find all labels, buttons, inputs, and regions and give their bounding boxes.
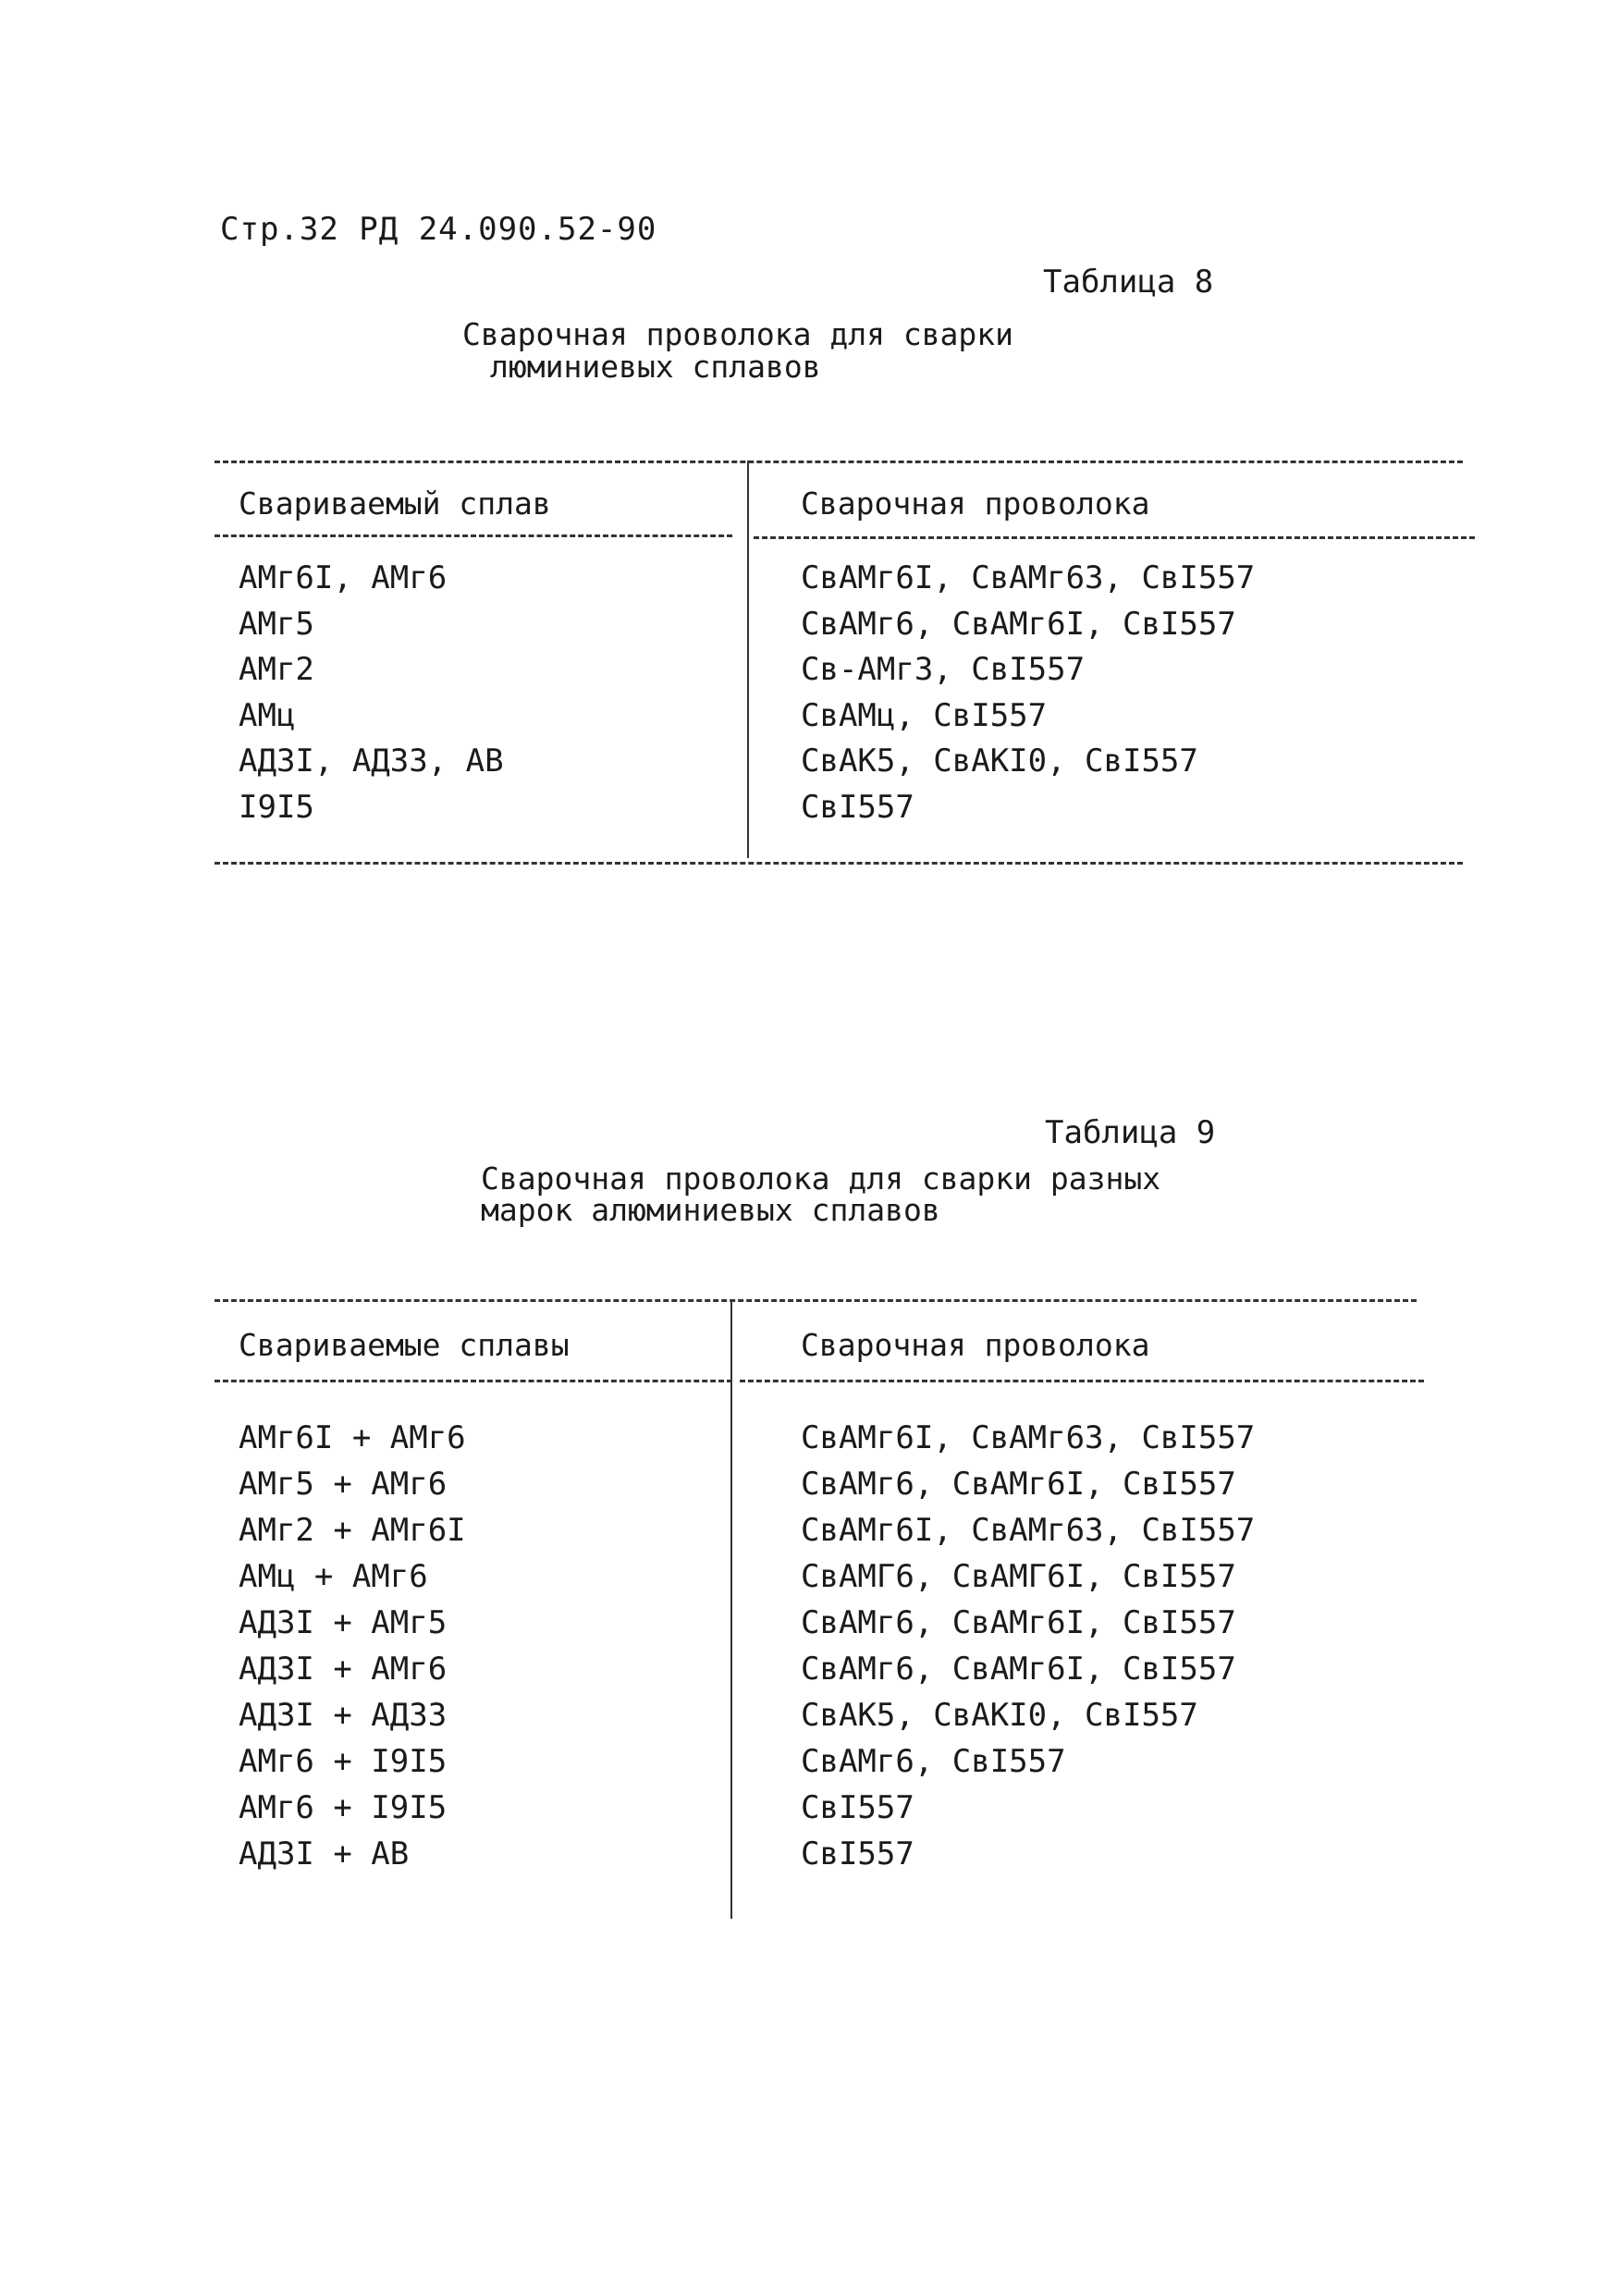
table8-row-5-alloy: АД3I, АД33, АВ xyxy=(239,743,504,780)
table9-col1-header: Свариваемые сплавы xyxy=(239,1327,570,1363)
table9-row-9-alloy: АМг6 + I9I5 xyxy=(239,1789,448,1826)
table9-top-rule xyxy=(215,1299,1417,1302)
table9-label: Таблица 9 xyxy=(1045,1114,1216,1151)
table8-row-5-wire: СвАК5, СвАКI0, СвI557 xyxy=(801,743,1198,780)
table8-row-6-alloy: I9I5 xyxy=(239,788,314,826)
table8-row-1-wire: СвАМг6I, СвАМг63, СвI557 xyxy=(801,559,1256,596)
table8-row-2-alloy: АМг5 xyxy=(239,605,314,643)
table8-column-divider xyxy=(747,460,749,858)
table9-row-7-wire: СвАК5, СвАКI0, СвI557 xyxy=(801,1697,1198,1734)
table9-row-7-alloy: АД3I + АД33 xyxy=(239,1697,448,1734)
table8-top-rule xyxy=(215,460,1463,463)
table9-row-5-wire: СвАМг6, СвАМг6I, СвI557 xyxy=(801,1604,1236,1641)
table9-row-9-wire: СвI557 xyxy=(801,1789,914,1826)
table9-title-line1: Сварочная проволока для сварки разных xyxy=(481,1160,1161,1197)
table8-col2-header: Сварочная проволока xyxy=(801,485,1150,522)
table8-bottom-rule xyxy=(215,862,1463,865)
table8-col1-header: Свариваемый сплав xyxy=(239,485,551,522)
table9-row-8-wire: СвАМг6, СвI557 xyxy=(801,1743,1066,1780)
table8-header-rule-right xyxy=(754,536,1475,539)
table9-row-2-alloy: АМг5 + АМг6 xyxy=(239,1466,448,1503)
table9-header-rule-right xyxy=(740,1380,1424,1382)
table9-row-3-wire: СвАМг6I, СвАМг63, СвI557 xyxy=(801,1512,1256,1549)
table9-row-4-alloy: АМц + АМг6 xyxy=(239,1558,428,1595)
table8-row-2-wire: СвАМг6, СвАМг6I, СвI557 xyxy=(801,605,1236,643)
table9-row-3-alloy: АМг2 + АМг6I xyxy=(239,1512,466,1549)
table9-row-1-alloy: АМг6I + АМг6 xyxy=(239,1419,466,1456)
table8-row-4-alloy: АМц xyxy=(239,696,296,734)
table8-row-4-wire: СвАМц, СвI557 xyxy=(801,696,1048,734)
table9-row-2-wire: СвАМг6, СвАМг6I, СвI557 xyxy=(801,1466,1236,1503)
table9-row-10-wire: СвI557 xyxy=(801,1836,914,1872)
table8-label: Таблица 8 xyxy=(1043,264,1214,301)
table8-title-line1: Сварочная проволока для сварки xyxy=(462,316,1014,352)
table9-col2-header: Сварочная проволока xyxy=(801,1327,1150,1363)
table9-row-1-wire: СвАМг6I, СвАМг63, СвI557 xyxy=(801,1419,1256,1456)
table9-row-10-alloy: АД3I + АВ xyxy=(239,1836,410,1872)
table8-row-3-alloy: АМг2 xyxy=(239,651,314,688)
table9-column-divider xyxy=(730,1299,732,1919)
table9-row-6-wire: СвАМг6, СвАМг6I, СвI557 xyxy=(801,1651,1236,1688)
table8-row-6-wire: СвI557 xyxy=(801,788,914,826)
table9-row-4-wire: СвАМГ6, СвАМГ6I, СвI557 xyxy=(801,1558,1236,1595)
table9-row-6-alloy: АД3I + АМг6 xyxy=(239,1651,448,1688)
table9-header-rule-left xyxy=(215,1380,732,1382)
table8-title-line2: люминиевых сплавов xyxy=(490,349,821,385)
table9-title-line2: марок алюминиевых сплавов xyxy=(481,1192,940,1228)
table8-row-1-alloy: АМг6I, АМг6 xyxy=(239,559,448,596)
page-header: Стр.32 РД 24.090.52-90 xyxy=(220,211,657,248)
table9-row-8-alloy: АМг6 + I9I5 xyxy=(239,1743,448,1780)
table8-header-rule-left xyxy=(215,534,732,537)
table8-row-3-wire: Св-АМг3, СвI557 xyxy=(801,651,1086,688)
table9-row-5-alloy: АД3I + АМг5 xyxy=(239,1604,448,1641)
